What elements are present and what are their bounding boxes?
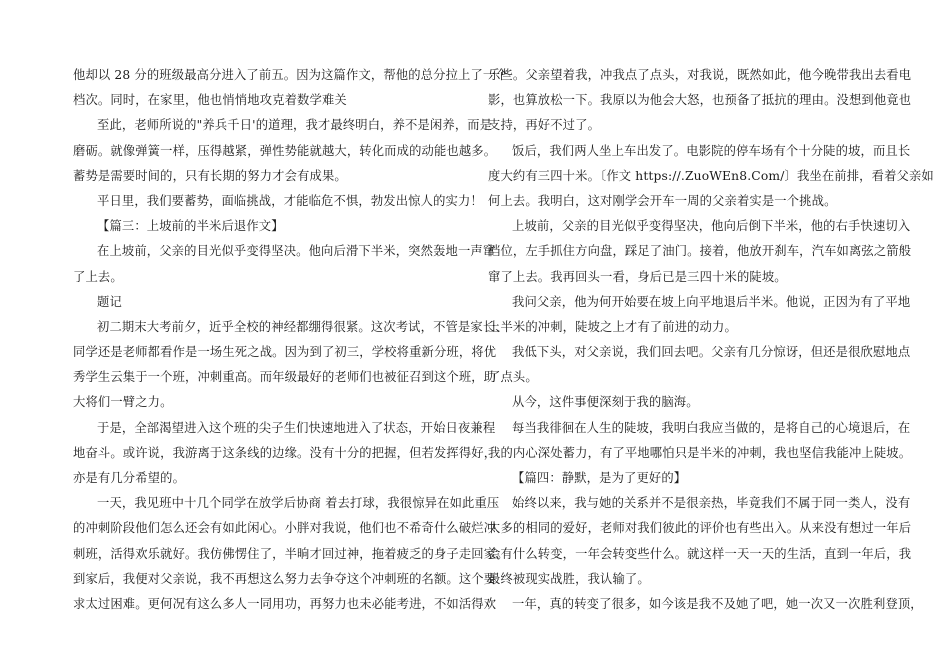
text-line: 【篇三：上坡前的半米后退作文】 bbox=[97, 219, 284, 234]
text-line: 平日里，我们要蓄势，面临挑战，才能临危不惧，勃发出惊人的实力！ bbox=[97, 193, 483, 208]
text-line: 到家后，我便对父亲说，我不再想这么努力去争夺这个冲刺班的名额。这个要 bbox=[73, 571, 497, 586]
text-line: 初二期末大考前夕，近乎全校的神经都绷得很紧。这次考试，不管是家长、 bbox=[97, 319, 508, 334]
text-line: 刺班，活得欢乐就好。我仿佛愣住了，半晌才回过神，拖着疲乏的身子走回家。 bbox=[73, 546, 509, 561]
text-line: 档次。同时，在家里，他也悄悄地攻克着数学难关 bbox=[73, 93, 347, 108]
left-column bbox=[73, 63, 509, 617]
text-line: 的冲刺阶段他们怎么还会有如此闲心。小胖对我说，他们也不希奇什么破烂冲 bbox=[73, 521, 497, 536]
text-line: 大将们一臂之力。 bbox=[73, 395, 173, 410]
text-line: 乐些。父亲望着我，冲我点了点头，对我说，既然如此，他今晚带我出去看电 bbox=[488, 68, 912, 82]
text-line: 蓄势是需要时间的，只有长期的努力才会有成果。 bbox=[73, 168, 347, 183]
text-line: 至此，老师所说的"养兵千日'的道理，我才最终明白，养不是闲养，而是 bbox=[97, 118, 493, 133]
text-line: 亦是有几分希望的。 bbox=[73, 471, 186, 485]
text-line: 影，也算放松一下。我原以为他会大怒，也预备了抵抗的理由。没想到他竟也 bbox=[488, 93, 912, 108]
text-line: 题记 bbox=[97, 294, 122, 309]
text-line: 一年，真的转变了很多，如今该是我不及她了吧，她一次又一次胜利登顶， bbox=[512, 596, 923, 611]
text-line: 【篇四：静默，是为了更好的】 bbox=[512, 471, 687, 485]
text-line: 了上去。 bbox=[73, 269, 123, 284]
text-line: 会有什么转变，一年会转变些什么。就这样一天一天的生活，直到一年后，我 bbox=[488, 546, 912, 561]
text-line: 上坡前，父亲的目光似乎变得坚决，他向后倒下半米，他的右手快速切入 bbox=[512, 219, 911, 234]
text-line: 于是，全部渴望进入这个班的尖子生们快速地进入了状态，开始日夜兼程 bbox=[97, 420, 496, 435]
text-line: 地奋斗。或许说，我游离于这条线的边缘。没有十分的把握，但若发挥得好， bbox=[73, 445, 497, 460]
text-line: 太多的相同的爱好，老师对我们彼此的评价也有些出入。从来没有想过一年后 bbox=[488, 521, 912, 536]
text-line: 何上去。我明白，这对刚学会开车一周的父亲着实是一个挑战。 bbox=[488, 193, 837, 208]
text-line: 支持，再好不过了。 bbox=[488, 118, 601, 133]
text-line: 一天，我见班中十几个同学在放学后协商 着去打球，我很惊异在如此重压 bbox=[97, 496, 500, 511]
text-line: 上半米的冲刺，陡坡之上才有了前进的动力。 bbox=[488, 319, 737, 334]
text-line: 了点头。 bbox=[488, 370, 538, 385]
text-line: 度大约有三四十米。〔作文 https://.ZuoWEn8.Com/〕我坐在前排，看着父亲如 bbox=[488, 168, 934, 183]
text-line: 从今，这件事便深刻于我的脑海。 bbox=[512, 395, 699, 410]
text-line: 我问父亲，他为何开始要在坡上向平地退后半米。他说，正因为有了平地 bbox=[512, 294, 911, 309]
text-line: 始终以来，我与她的关系并不是很亲热，毕竟我们不属于同一类人，没有 bbox=[512, 496, 911, 511]
text-line: 饭后，我们两人坐上车出发了。电影院的停车场有个十分陡的坡，而且长 bbox=[512, 143, 911, 158]
text-line: 同学还是老师都看作是一场生死之战。因为到了初三，学校将重新分班，将优 bbox=[73, 345, 497, 360]
text-line: 窜了上去。我再回头一看，身后已是三四十米的陡坡。 bbox=[488, 269, 787, 284]
text-line: 秀学生云集于一个班，冲刺重高。而年级最好的老师们也被征召到这个班，助 bbox=[73, 370, 497, 385]
text-line: 磨砺。就像弹簧一样，压得越紧，弹性势能就越大，转化而成的动能也越多。 bbox=[73, 143, 497, 158]
text-line: 在上坡前，父亲的目光似乎变得坚决。他向后滑下半米，突然轰地一声窜 bbox=[97, 244, 496, 259]
text-line: 我低下头，对父亲说，我们回去吧。父亲有几分惊讶，但还是很欣慰地点 bbox=[512, 345, 911, 360]
right-column bbox=[488, 63, 934, 617]
text-line: 最终被现实战胜，我认输了。 bbox=[488, 571, 650, 586]
text-line: 每当我徘徊在人生的陡坡，我明白我应当做的，是将自己的心境退后，在 bbox=[512, 420, 911, 435]
text-line: 档位，左手抓住方向盘，踩足了油门。接着，他放开刹车，汽车如离弦之箭般 bbox=[488, 244, 912, 259]
text-line: 我的内心深处蓄力，有了平地哪怕只是半米的冲刺，我也坚信我能冲上陡坡。 bbox=[488, 445, 912, 460]
text-line: 求太过困难。更何况有这么多人一同用功，再努力也未必能考进，不如活得欢 bbox=[73, 596, 497, 611]
text-line: 他却以 28 分的班级最高分进入了前五。因为这篇作文，帮他的总分拉上了一个 bbox=[73, 68, 508, 82]
